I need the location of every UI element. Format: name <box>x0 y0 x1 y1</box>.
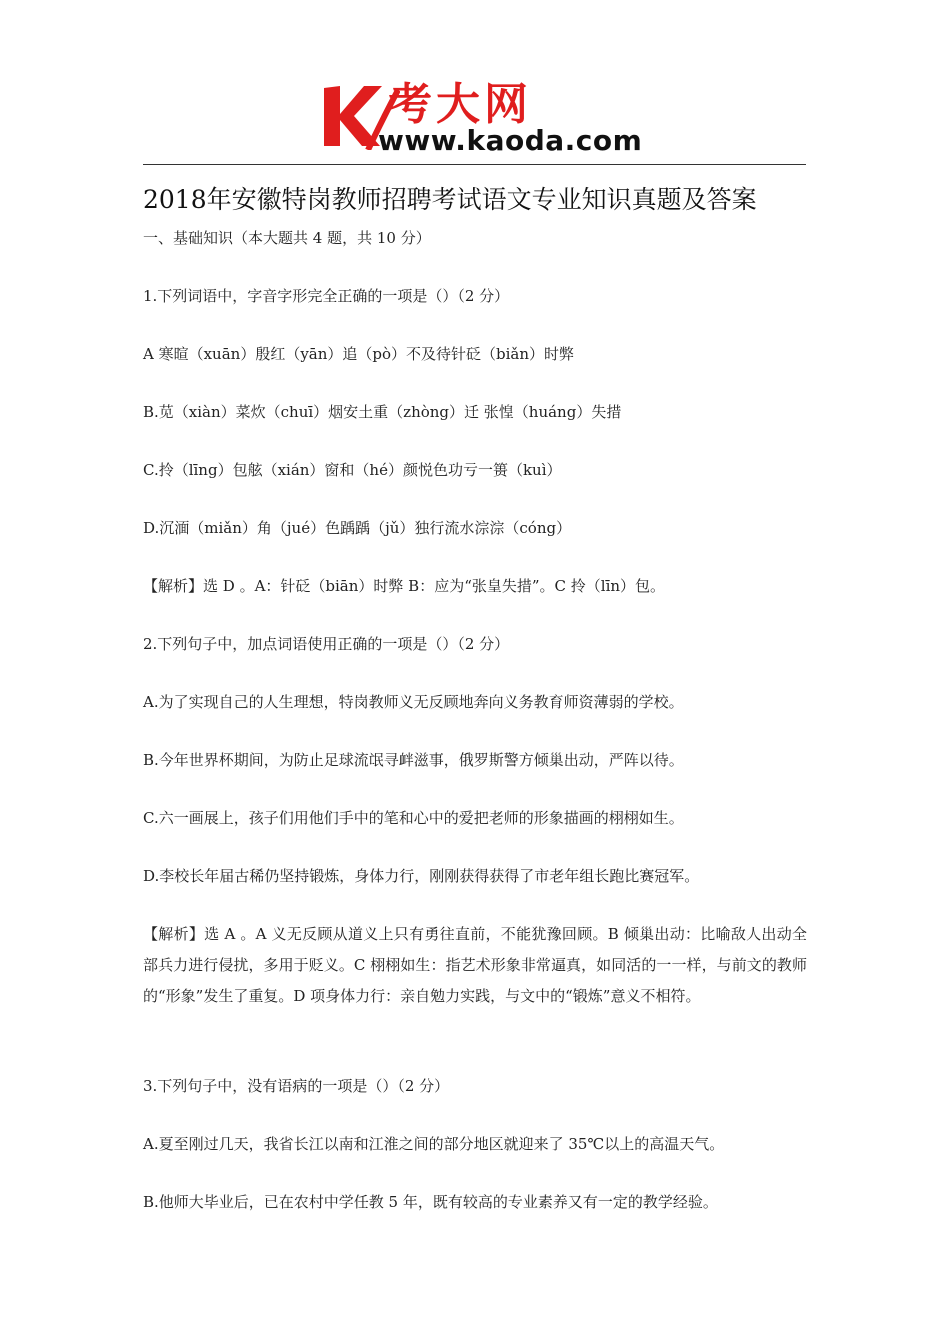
q1-stem: 1.下列词语中，字音字形完全正确的一项是（）（2 分） <box>143 287 510 305</box>
header-rule <box>143 164 806 165</box>
kaoda-logo <box>318 80 648 160</box>
q1-option-c: C.拎（līng）包舷（xián）窗和（hé）颜悦色功亏一篑（kuì） <box>143 461 562 479</box>
section-heading: 一、基础知识（本大题共 4 题，共 10 分） <box>143 229 431 247</box>
logo-url: www.kaoda.com <box>378 124 643 157</box>
q1-option-d: D.沉湎（miǎn）角（jué）色踽踽（jǔ）独行流水淙淙（cóng） <box>143 519 572 537</box>
analysis-text: 选 A 。A 义无反顾从道义上只有勇往直前，不能犹豫回顾。B 倾巢出动：比喻敌人出动全部兵力进行侵扰，多用于贬义。C 栩栩如生：指艺术形象非常逼真，如同活的一一样，与前文的教师的“形象”发生了重复。D 项身体力行：亲自勉力实践，与文中的“锻炼”意义不相符。 <box>143 925 807 1005</box>
q1-analysis <box>143 576 665 596</box>
q2-option-a: A.为了实现自己的人生理想，特岗教师义无反顾地奔向义务教育师资薄弱的学校。 <box>143 693 684 711</box>
document-title: 2018年安徽特岗教师招聘考试语文专业知识真题及答案 <box>143 185 757 214</box>
analysis-tag: 【解析】 <box>143 577 204 595</box>
q3-option-a: A.夏至刚过几天，我省长江以南和江淮之间的部分地区就迎来了 35℃以上的高温天气。 <box>143 1135 725 1153</box>
logo-text: 考大网 <box>388 79 532 130</box>
q2-option-c: C.六一画展上，孩子们用他们手中的笔和心中的爱把老师的形象描画的栩栩如生。 <box>143 809 684 827</box>
q3-option-b: B.他师大毕业后，已在农村中学任教 5 年，既有较高的专业素养又有一定的教学经验。 <box>143 1193 718 1211</box>
q2-analysis <box>143 919 807 1012</box>
q2-stem: 2.下列句子中，加点词语使用正确的一项是（）（2 分） <box>143 635 510 653</box>
q1-option-b: B.苋（xiàn）菜炊（chuī）烟安土重（zhòng）迁 张惶（huáng）失措 <box>143 403 622 421</box>
q2-option-b: B.今年世界杯期间，为防止足球流氓寻衅滋事，俄罗斯警方倾巢出动，严阵以待。 <box>143 751 684 769</box>
q3-stem: 3.下列句子中，没有语病的一项是（）（2 分） <box>143 1077 450 1095</box>
q2-option-d: D.李校长年届古稀仍坚持锻炼，身体力行，刚刚获得获得了市老年组长跑比赛冠军。 <box>143 867 700 885</box>
q1-option-a: A 寒暄（xuān）殷红（yān）追（pò）不及待针砭（biǎn）时弊 <box>143 345 575 363</box>
analysis-text: 选 D 。A：针砭（biān）时弊 B：应为“张皇失措”。C 拎（līn）包。 <box>203 577 666 595</box>
analysis-tag: 【解析】 <box>143 925 205 943</box>
